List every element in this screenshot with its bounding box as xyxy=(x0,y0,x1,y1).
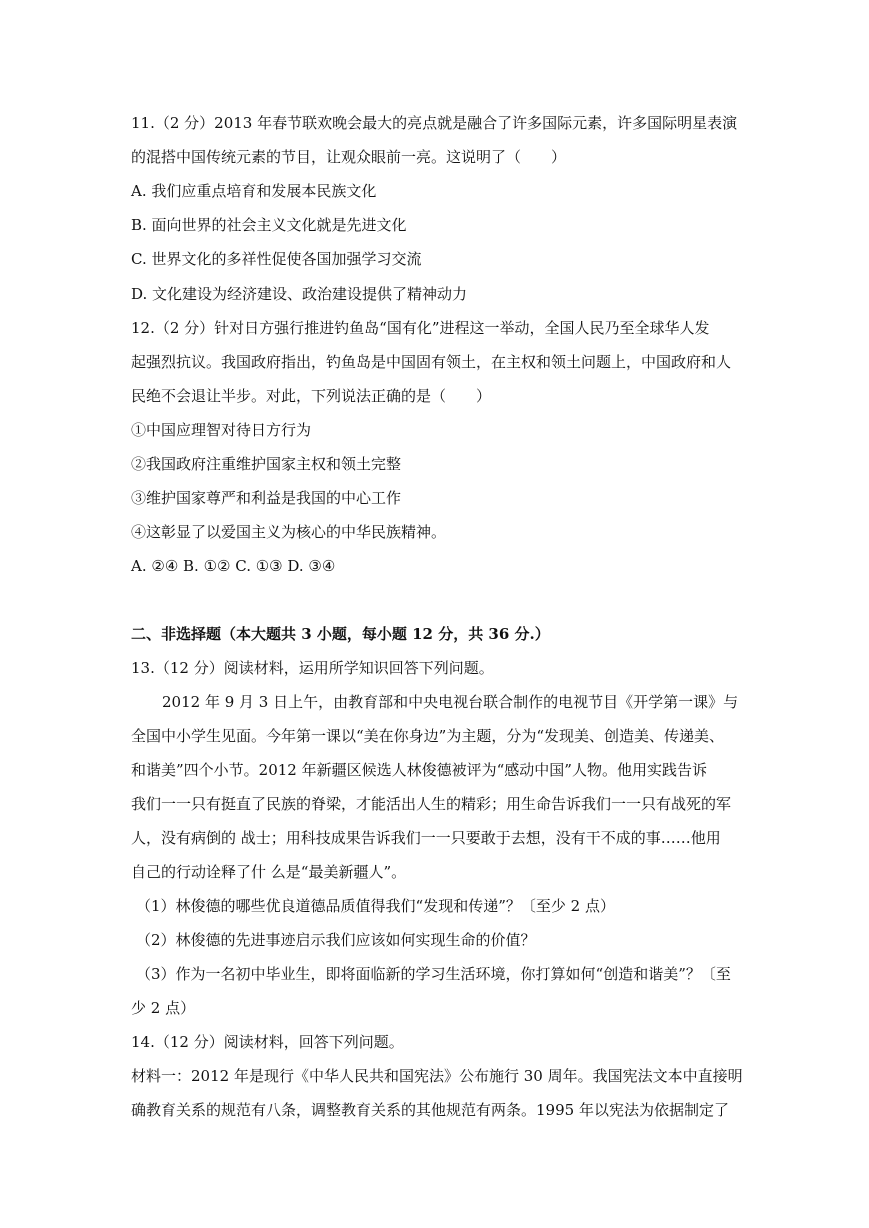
q12-stem-line-2: 起强烈抗议。我国政府指出，钓鱼岛是中国固有领土，在主权和领土问题上，中国政府和人 xyxy=(131,353,732,371)
q11-option-d: D. 文化建设为经济建设、政治建设提供了精神动力 xyxy=(131,285,468,303)
q11-option-b: B. 面向世界的社会主义文化就是先进文化 xyxy=(131,216,407,234)
q13-material-line-6: 自己的行动诠释了什 么是“最美新疆人”。 xyxy=(131,863,407,881)
q13-material-line-2: 全国中小学生见面。今年第一课以“美在你身边”为主题，分为“发现美、创造美、传递美、 xyxy=(131,727,725,745)
q13-question-3: （3）作为一名初中毕业生，即将面临新的学习生活环境，你打算如何“创造和谐美”？〔至 xyxy=(136,965,731,983)
q11-option-a: A. 我们应重点培育和发展本民族文化 xyxy=(131,182,377,200)
q14-material-line-2: 确教育关系的规范有八条，调整教育关系的其他规范有两条。1995 年以宪法为依据制定了 xyxy=(131,1101,729,1119)
q12-statement-3: ③维护国家尊严和利益是我国的中心工作 xyxy=(131,489,402,507)
q12-statement-4: ④这彰显了以爱国主义为核心的中华民族精神。 xyxy=(131,523,447,541)
q13-question-3-cont: 少 2 点） xyxy=(131,999,196,1017)
q14-stem: 14.（12 分）阅读材料，回答下列问题。 xyxy=(131,1033,404,1051)
section-2-heading: 二、非选择题（本大题共 3 小题，每小题 12 分，共 36 分.） xyxy=(131,625,550,643)
q13-material-line-3: 和谐美”四个小节。2012 年新疆区候选人林俊德被评为“感动中国”人物。他用实践告诉 xyxy=(131,761,707,779)
q12-statement-2: ②我国政府注重维护国家主权和领土完整 xyxy=(131,455,402,473)
q11-stem-line-1: 11.（2 分）2013 年春节联欢晚会最大的亮点就是融合了许多国际元素，许多国际明星表演 xyxy=(131,114,738,132)
q13-material-line-1: 2012 年 9 月 3 日上午，由教育部和中央电视台联合制作的电视节目《开学第一课》与 xyxy=(162,693,739,711)
q13-question-1: （1）林俊德的哪些优良道德品质值得我们“发现和传递”？〔至少 2 点） xyxy=(136,897,615,915)
q11-stem-line-2: 的混搭中国传统元素的节目，让观众眼前一亮。这说明了（ ） xyxy=(131,148,567,166)
q12-stem-line-3: 民绝不会退让半步。对此，下列说法正确的是（ ） xyxy=(131,387,492,405)
q13-stem: 13.（12 分）阅读材料，运用所学知识回答下列问题。 xyxy=(131,659,494,677)
q13-material-line-5: 人，没有病倒的 战士；用科技成果告诉我们一一只要敢于去想，没有干不成的事……他用 xyxy=(131,829,721,847)
q12-statement-1: ①中国应理智对待日方行为 xyxy=(131,421,312,439)
q13-question-2: （2）林俊德的先进事迹启示我们应该如何实现生命的价值？ xyxy=(136,931,536,949)
q13-material-line-4: 我们一一只有挺直了民族的脊梁，才能活出人生的精彩；用生命告诉我们一一只有战死的军 xyxy=(131,795,732,813)
q12-options: A. ②④ B. ①② C. ①③ D. ③④ xyxy=(131,557,336,575)
q12-stem-line-1: 12.（2 分）针对日方强行推进钓鱼岛“国有化”进程这一举动，全国人民乃至全球华人发 xyxy=(131,319,710,337)
q14-material-line-1: 材料一：2012 年是现行《中华人民共和国宪法》公布施行 30 周年。我国宪法文本中直接明 xyxy=(131,1067,743,1085)
q11-option-c: C. 世界文化的多祥性促使各国加强学习交流 xyxy=(131,250,422,268)
